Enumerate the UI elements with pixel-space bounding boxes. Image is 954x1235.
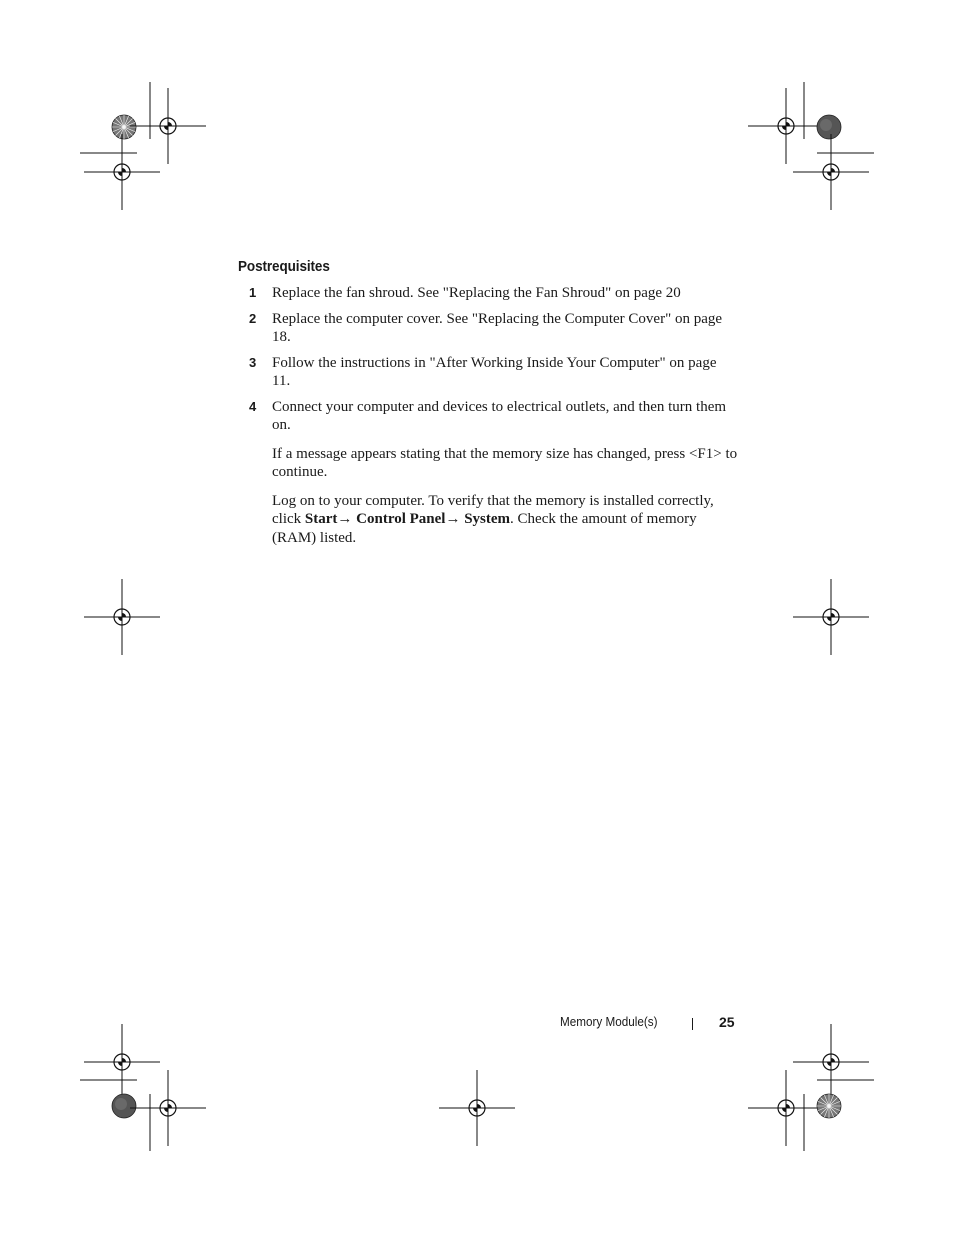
footer-section-title: Memory Module(s) bbox=[560, 1014, 658, 1029]
step-item bbox=[238, 284, 738, 303]
step-number: 2 bbox=[249, 310, 257, 326]
section-heading: Postrequisites bbox=[238, 258, 330, 275]
memory-size-note: If a message appears stating that the memory size has changed, press <F1> to continue. bbox=[272, 445, 738, 480]
step-text: Replace the fan shroud. See "Replacing the Fan Shroud" on page 20 bbox=[272, 285, 681, 301]
step-number: 1 bbox=[249, 285, 257, 300]
menu-path-control-panel: Control Panel bbox=[356, 511, 446, 527]
page-number: 25 bbox=[719, 1014, 735, 1030]
note-text: Log on to your computer. To verify that the memory is installed correctly, click bbox=[272, 492, 714, 527]
step-item bbox=[238, 310, 738, 347]
arrow-glyph: → bbox=[445, 511, 461, 527]
postrequisites-section bbox=[238, 258, 738, 547]
menu-path-start: Start bbox=[304, 511, 338, 527]
verify-memory-note bbox=[238, 492, 738, 548]
step-text: Replace the computer cover. See "Replacing the Computer Cover" on page 18. bbox=[272, 310, 723, 345]
step-number: 4 bbox=[249, 398, 257, 414]
step-number: 3 bbox=[249, 354, 257, 370]
step-item bbox=[238, 354, 738, 391]
menu-path-system: System bbox=[464, 511, 511, 527]
note-text: . Check the amount of memory (RAM) listed. bbox=[272, 511, 697, 546]
step-text: Follow the instructions in "After Working Inside Your Computer" on page 11. bbox=[272, 354, 717, 389]
arrow-glyph: → bbox=[337, 511, 353, 527]
footer-separator bbox=[692, 1018, 693, 1030]
step-text: Connect your computer and devices to electrical outlets, and then turn them on. bbox=[272, 398, 727, 433]
step-item bbox=[238, 398, 738, 435]
